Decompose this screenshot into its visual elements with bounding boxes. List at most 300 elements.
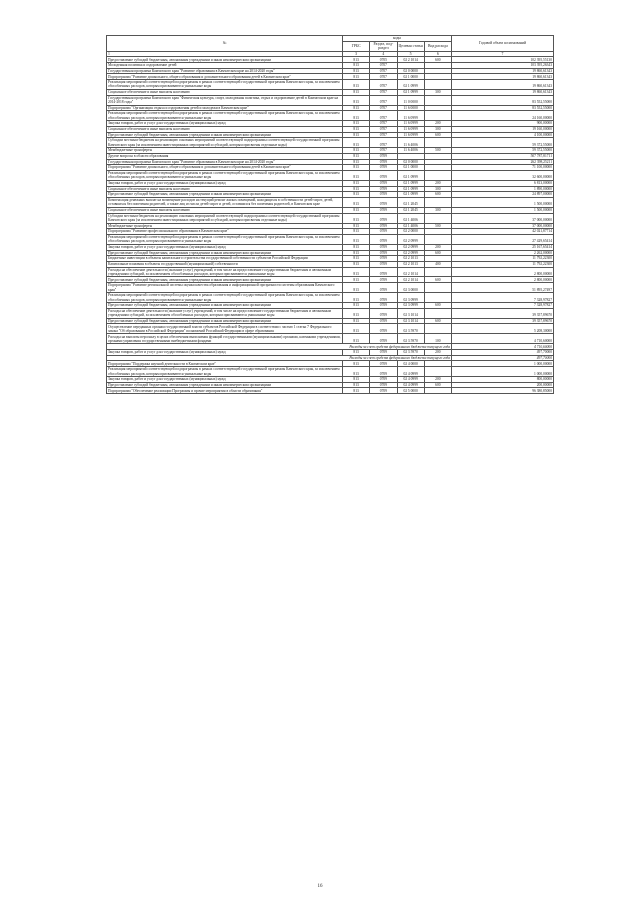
cell-amount: 2 262,00000 [452,250,554,256]
cell-name: Компенсация денежных выплат на возмещение расходов на текущий ремонт жилых помещений, находящихся в собственности детей-сирот, детей, оставшихся без попечения родителей, а также лиц из числа детей-сирот и детей, оставшихся без попечения родителей, в Камчатском крае [107,197,343,207]
table-row [107,95,554,105]
col-header-target-article: Целевая статья [397,41,424,51]
cell-name: Государственная программа Камчатского края "Развитие образования в Камчатском крае на 2014-2020 годы" [107,68,343,74]
cell-name: Расходы на выплаты персоналу в целях обеспечения выполнения функций государственными (муниципальными) органами, казенными учреждениями, органами управления государственными внебюджетными фондами [108,334,341,343]
cell-amount: 83 552,55000 [452,95,554,105]
cell-target-article: 11 6 4006 [397,138,424,148]
cell-grbs: 813 [343,68,370,74]
cell-grbs: 813 [343,361,370,367]
cell-grbs: 813 [343,308,370,318]
cell-target-article: 02 1 0999 [397,186,424,192]
cell-name: Реализация мероприятий соответствующей подпрограммы в рамках соответствующей государственной программы Камчатского края, за исключением обособленных расходов, которым присваиваются уникальные коды [107,367,343,377]
cell-section: 0709 [370,165,397,171]
cell-section: 0709 [370,186,397,192]
cell-amount: 200,00000 [452,382,554,388]
cell-name: Закупка товаров, работ и услуг для государственных (муниципальных) нужд [107,350,343,356]
cell-name: Реализация мероприятий соответствующей подпрограммы в рамках соответствующей государственной программы Камчатского края, за исключением обособленных расходов, которым присваиваются уникальные коды [107,111,343,121]
cell-target-article: 02 1 4006 [397,213,424,223]
cell-target-article: 02 3 0000 [397,283,424,293]
cell-amount: 103 395,26343 [452,62,554,68]
cell-section: 0709 [370,213,397,223]
cell-name: Реализация мероприятий соответствующей подпрограммы в рамках соответствующей государственной программы Камчатского края, за исключением обособленных расходов, которым присваиваются уникальные коды [107,234,343,244]
cell-grbs: 813 [343,74,370,80]
cell-section: 0707 [370,121,397,127]
cell-amount: 2 800,00000 [452,277,554,283]
cell-amount: 39 357,89670 [452,318,554,324]
cell-name: Подпрограмма "Поддержка научной деятельности в Камчатском крае" [107,361,343,367]
cell-grbs: 813 [343,388,370,394]
cell-expense-type: 300 [424,207,451,213]
cell-section: 0709 [370,192,397,198]
cell-name: Предоставление субсидий бюджетным, автономным учреждениям и иным некоммерческим организациям [107,192,343,198]
cell-name: Капитальные вложения в объекты государственной (муниципальной) собственности [107,261,343,267]
cell-section: 0707 [370,62,397,68]
cell-name: Закупка товаров, работ и услуг для государственных (муниципальных) нужд [107,377,343,383]
cell-name: Подпрограмма "Развитие дошкольного, общего образования и дополнительного образования детей в Камчатском крае" [107,165,343,171]
cell-grbs: 813 [343,261,370,267]
cell-name: Бюджетные инвестиции в объекты капитального строительства государственной собственности субъектов Российской Федерации [107,256,343,262]
cell-amount: 96 380,85000 [452,388,554,394]
cell-grbs: 813 [343,153,370,159]
table-row [107,80,554,90]
table-row [107,388,554,394]
cell-amount: 2 800,00000 [452,267,554,277]
cell-grbs: 813 [343,244,370,250]
cell-grbs: 813 [343,256,370,262]
cell-target-article: 02 1 0999 [397,89,424,95]
cell-section: 0707 [370,68,397,74]
cell-name: Подпрограмма "Развитие региональной системы оценки качества образования и информационной прозрачности системы образования Камчатского края" [107,283,343,293]
cell-grbs: 813 [343,234,370,244]
cell-section: 0709 [370,382,397,388]
cell-section: 0709 [370,377,397,383]
cell-grbs: 813 [343,283,370,293]
cell-amount: 83 552,55000 [452,105,554,111]
cell-name: Социальное обеспечение и иные выплаты населению [107,89,343,95]
cell-amount: 25 167,65414 [452,244,554,250]
table-row [107,308,554,318]
cell-grbs: 813 [343,267,370,277]
cell-target-article: 02 3 1014 [397,318,424,324]
cell-expense-type: 200 [424,180,451,186]
cell-amount: 1 000,00000 [452,367,554,377]
cell-target-article: 02 2 0999 [397,250,424,256]
cell-section: 0707 [370,148,397,154]
col-header-name: № [107,36,343,52]
cell-name: Предоставление субсидий бюджетным, автономным учреждениям и иным некоммерческим организациям [107,57,343,63]
cell-section: 0709 [370,244,397,250]
cell-expense-type: 600 [424,382,451,388]
cell-amount: 1 890,00000 [452,186,554,192]
cell-target-article: 02 3 5970 [397,334,424,344]
cell-amount: 19 860,61343 [452,68,554,74]
cell-section: 0709 [370,324,397,334]
cell-expense-type [424,308,451,318]
table-row [107,324,554,334]
cell-amount: 262 398,25211 [452,159,554,165]
cell-expense-type [424,324,451,334]
cell-grbs: 813 [343,89,370,95]
cell-amount: 7 328,97827 [452,293,554,303]
cell-section: 0709 [370,170,397,180]
col-header-grbs: ГРБС [343,41,370,51]
cell-grbs: 813 [343,180,370,186]
col-number: 3 [343,51,370,57]
cell-amount: 11 792,22300 [452,261,554,267]
cell-name: Молодежная политика и оздоровление детей [107,62,343,68]
cell-amount: 59 372,55000 [452,138,554,148]
cell-name: Субсидии местным бюджетам на реализацию основных мероприятий соответствующей подпрограммы соответствующей государственной программы Камчатского края (за исключением инвестиционных мероприятий и субсидий, которым присвоены отдельные коды) [107,138,343,148]
cell-expense-type [424,111,451,121]
cell-grbs: 813 [343,250,370,256]
cell-target-article: 02 1 2045 [397,197,424,207]
cell-grbs: 813 [343,148,370,154]
cell-expense-type: 600 [424,303,451,309]
cell-name: Подпрограмма "Развитие дошкольного, общего образования и дополнительного образования детей в Камчатском крае" [107,74,343,80]
cell-target-article: 02 2 1013 [397,261,424,267]
cell-expense-type [424,367,451,377]
cell-target-article: 02 2 0999 [397,234,424,244]
cell-section: 0709 [370,303,397,309]
cell-target-article: 11 0 0000 [397,95,424,105]
cell-expense-type [424,95,451,105]
col-header-expense-type: Вид расхода [424,41,451,51]
cell-name: Государственная программа Камчатского края "Физическая культура, спорт, молодежная политика, отдых и оздоровление детей в Камчатском крае на 2014-2018 годы" [107,95,343,105]
cell-name: Реализация мероприятий соответствующей подпрограммы в рамках соответствующей государственной программы Камчатского края, за исключением обособленных расходов, которым присваиваются уникальные коды [107,80,343,90]
cell-amount: 19 860,61343 [452,74,554,80]
cell-target-article: 02 4 0000 [397,361,424,367]
cell-name: Предоставление субсидий бюджетным, автономным учреждениям и иным некоммерческим организациям [107,132,343,138]
col-number: 1 [107,51,343,57]
cell-name: Предоставление субсидий бюджетным, автономным учреждениям и иным некоммерческим организациям [107,277,343,283]
cell-amount: 19 160,00000 [452,126,554,132]
cell-section: 0709 [370,180,397,186]
cell-grbs: 813 [343,138,370,148]
table-row [107,293,554,303]
page-number: 16 [317,884,323,889]
cell-target-article: 02 1 0000 [397,74,424,80]
cell-expense-type: 600 [424,192,451,198]
cell-target-article: 02 4 0999 [397,377,424,383]
cell-target-article: 02 4 0999 [397,382,424,388]
col-number: 5 [397,51,424,57]
cell-target-article: 11 6 4006 [397,148,424,154]
cell-grbs: 813 [343,186,370,192]
cell-grbs: 813 [343,207,370,213]
cell-section: 0709 [370,283,397,293]
cell-grbs: 813 [343,80,370,90]
cell-target-article: 02 1 0000 [397,165,424,171]
cell-amount: 59 372,55000 [452,148,554,154]
cell-expense-type: 200 [424,350,451,356]
cell-section: 0707 [370,138,397,148]
cell-expense-type [424,283,451,293]
cell-name: Осуществление переданных органам государственной власти субъектов Российской Федерации в соответствии с частью 1 статьи 7 Федерального закона "Об образовании в Российской Федерации" полномочий Российской Федерации в сфере образования [107,324,343,334]
cell-grbs: 813 [343,377,370,383]
cell-grbs: 813 [343,62,370,68]
cell-name: Социальное обеспечение и иные выплаты населению [107,186,343,192]
cell-amount: 900,00000 [452,121,554,127]
cell-expense-type: 100 [424,334,451,344]
table-row [107,213,554,223]
cell-section: 0709 [370,334,397,344]
cell-section: 0709 [370,308,397,318]
note-text: Расходы за счет средств федерального бюджета текущего года [107,344,452,350]
cell-grbs: 813 [343,57,370,63]
cell-amount: 27 429,65414 [452,234,554,244]
cell-section: 0709 [370,197,397,207]
cell-section: 0707 [370,111,397,121]
cell-expense-type: 500 [424,148,451,154]
cell-expense-type [424,213,451,223]
cell-section: 0709 [370,159,397,165]
cell-section: 0709 [370,293,397,303]
cell-amount: 24 160,00000 [452,111,554,121]
cell-name: Предоставление субсидий бюджетным, автономным учреждениям и иным некоммерческим организациям [107,303,343,309]
cell-amount: 11 792,22300 [452,256,554,262]
table-row [107,170,554,180]
cell-section: 0709 [370,256,397,262]
cell-section: 0709 [370,388,397,394]
cell-amount: 1 500,00000 [452,207,554,213]
cell-grbs: 813 [343,334,370,344]
table-row [107,138,554,148]
cell-target-article: 02 3 5970 [397,324,424,334]
cell-target-article: 02 1 0999 [397,80,424,90]
cell-expense-type: 200 [424,244,451,250]
cell-grbs: 813 [343,318,370,324]
cell-grbs: 813 [343,223,370,229]
cell-grbs: 813 [343,324,370,334]
cell-name: Субсидии местным бюджетам на реализацию основных мероприятий соответствующей подпрограммы соответствующей государственной программы Камчатского края (за исключением инвестиционных мероприятий и субсидий, которым присвоены отдельные коды) [107,213,343,223]
cell-amount: 1 500,00000 [452,197,554,207]
cell-target-article: 02 2 0000 [397,229,424,235]
cell-section: 0709 [370,261,397,267]
table-row [107,334,554,344]
cell-target-article: 02 3 1014 [397,308,424,318]
cell-target-article: 11 6 0999 [397,121,424,127]
table-row [107,283,554,293]
cell-amount: 37 000,00000 [452,213,554,223]
table-row [107,234,554,244]
cell-amount: 6 813,00000 [452,180,554,186]
table-row [107,267,554,277]
cell-amount: 37 000,00000 [452,223,554,229]
cell-target-article: 02 5 0000 [397,388,424,394]
cell-amount: 7 328,97827 [452,303,554,309]
table-row [107,111,554,121]
cell-expense-type: 300 [424,126,451,132]
cell-grbs: 813 [343,170,370,180]
cell-expense-type [424,293,451,303]
cell-target-article: 02 4 0999 [397,367,424,377]
header-row-1 [107,36,554,42]
cell-amount: 19 860,61343 [452,89,554,95]
cell-section: 0707 [370,105,397,111]
cell-section: 0709 [370,277,397,283]
cell-section: 0705 [370,57,397,63]
cell-target-article: 02 2 1014 [397,267,424,277]
cell-section: 0707 [370,80,397,90]
cell-amount: 4 710,60000 [452,344,554,350]
cell-section: 0709 [370,350,397,356]
cell-grbs: 813 [343,303,370,309]
cell-name: Предоставление субсидий бюджетным, автономным учреждениям и иным некоммерческим организациям [107,250,343,256]
cell-grbs: 813 [343,95,370,105]
cell-grbs: 813 [343,229,370,235]
cell-amount: 507 787,81711 [452,153,554,159]
cell-target-article: 02 3 0999 [397,293,424,303]
cell-expense-type: 300 [424,186,451,192]
cell-section: 0709 [370,223,397,229]
cell-amount: 19 860,61343 [452,80,554,90]
cell-amount: 800,00000 [452,377,554,383]
cell-amount: 42 021,87714 [452,229,554,235]
cell-target-article: 02 2 1014 [397,277,424,283]
cell-section: 0709 [370,207,397,213]
cell-target-article: 02 1 0999 [397,170,424,180]
cell-grbs: 813 [343,111,370,121]
cell-target-article: 11 6 0999 [397,126,424,132]
cell-section: 0709 [370,267,397,277]
col-number: 4 [370,51,397,57]
cell-expense-type: 500 [424,223,451,229]
cell-grbs: 813 [343,126,370,132]
cell-expense-type [424,80,451,90]
cell-expense-type: 200 [424,121,451,127]
cell-section: 0709 [370,153,397,159]
cell-section: 0707 [370,132,397,138]
cell-grbs: 813 [343,367,370,377]
cell-grbs: 813 [343,382,370,388]
cell-grbs: 813 [343,132,370,138]
cell-amount: 71 100,00000 [452,165,554,171]
cell-target-article: 02 1 0999 [397,180,424,186]
cell-name: Социальное обеспечение и иные выплаты населению [107,126,343,132]
col-header-amount: Годовой объем ассигнований [452,36,554,52]
cell-name: Подпрограмма "Организация отдыха и оздоровления детей и молодежи в Камчатском крае" [107,105,343,111]
cell-name: Государственная программа Камчатского края "Развитие образования в Камчатском крае на 2014-2020 годы" [107,159,343,165]
cell-amount: 497,70000 [452,355,554,361]
cell-target-article: 02 2 0999 [397,244,424,250]
cell-target-article: 02 2 1013 [397,256,424,262]
cell-target-article: 11 6 0999 [397,132,424,138]
cell-section: 0709 [370,318,397,324]
table-row [107,367,554,377]
cell-name: Реализация мероприятий соответствующей подпрограммы в рамках соответствующей государственной программы Камчатского края, за исключением обособленных расходов, которым присваиваются уникальные коды [107,293,343,303]
cell-name: Социальное обеспечение и иные выплаты населению [107,207,343,213]
cell-expense-type: 600 [424,318,451,324]
cell-expense-type: 200 [424,377,451,383]
cell-name: Закупка товаров, работ и услуг для государственных (муниципальных) нужд [107,121,343,127]
cell-name: Подпрограмма "Обеспечение реализации Программы и прочие мероприятия в области образования" [107,388,343,394]
cell-expense-type: 600 [424,277,451,283]
cell-name: Предоставление субсидий бюджетным, автономным учреждениям и иным некоммерческим организациям [107,318,343,324]
cell-grbs: 813 [343,165,370,171]
cell-section: 0709 [370,229,397,235]
cell-target-article: 02 1 0999 [397,192,424,198]
cell-expense-type [424,267,451,277]
cell-expense-type: 600 [424,132,451,138]
cell-section: 0707 [370,89,397,95]
cell-grbs: 813 [343,121,370,127]
cell-grbs: 813 [343,105,370,111]
cell-section: 0707 [370,126,397,132]
cell-name: Закупка товаров, работ и услуг для государственных (муниципальных) нужд [107,244,343,250]
cell-name: Другие вопросы в области образования [107,153,343,159]
cell-amount: 497,70000 [452,350,554,356]
cell-amount: 102 395,55130 [452,57,554,63]
cell-target-article: 02 2 1014 [397,57,424,63]
cell-grbs: 813 [343,293,370,303]
cell-amount: 4 100,00000 [452,132,554,138]
cell-amount: 32 600,00000 [452,170,554,180]
cell-target-article: 02 1 2045 [397,207,424,213]
cell-expense-type [424,170,451,180]
cell-target-article: 02 0 0000 [397,159,424,165]
cell-target-article: 11 6 0000 [397,105,424,111]
cell-name: Подпрограмма "Развитие профессионального образования в Камчатском крае" [107,229,343,235]
cell-section: 0707 [370,74,397,80]
cell-amount: 4 710,60000 [452,334,554,344]
cell-expense-type [424,197,451,207]
cell-grbs: 813 [343,277,370,283]
cell-name: Закупка товаров, работ и услуг для государственных (муниципальных) нужд [107,180,343,186]
cell-grbs: 813 [343,350,370,356]
cell-grbs: 813 [343,213,370,223]
cell-name: Межбюджетные трансферты [107,148,343,154]
cell-target-article: 02 0 0000 [397,68,424,74]
cell-section: 0709 [370,361,397,367]
cell-amount: 24 897,00000 [452,192,554,198]
cell-amount: 1 000,00000 [452,361,554,367]
cell-name: Расходы на обеспечение деятельности (оказание услуг) учреждений, в том числе на предоставление государственным бюджетным и автономным учреждениям субсидий, за исключением обособленных расходов, которым присваиваются уникальные коды [107,308,343,318]
cell-target-article: 02 3 0999 [397,303,424,309]
budget-table [106,35,554,394]
cell-amount: 5 208,30000 [452,324,554,334]
col-header-codes: коды [343,36,452,42]
cell-expense-type [424,234,451,244]
col-number: 7 [452,51,554,57]
cell-expense-type [424,388,451,394]
cell-target-article: 11 6 0999 [397,111,424,121]
table-row [107,197,554,207]
cell-grbs: 813 [343,197,370,207]
cell-expense-type: 400 [424,261,451,267]
table-body [107,57,554,394]
cell-expense-type: 600 [424,250,451,256]
cell-name: Реализация мероприятий соответствующей подпрограммы в рамках соответствующей государственной программы Камчатского края, за исключением обособленных расходов, которым присваиваются уникальные коды [107,170,343,180]
note-text: Расходы за счет средств федерального бюджета текущего года [107,355,452,361]
cell-section: 0709 [370,234,397,244]
cell-name: Межбюджетные трансферты [107,223,343,229]
cell-section: 0707 [370,95,397,105]
col-header-section: Раздел, под-раздел [370,41,397,51]
cell-expense-type: 600 [424,57,451,63]
cell-section: 0709 [370,250,397,256]
col-number: 6 [424,51,451,57]
cell-target-article: 02 3 5970 [397,350,424,356]
cell-name: Предоставление субсидий бюджетным, автономным учреждениям и иным некоммерческим организациям [107,382,343,388]
cell-grbs: 813 [343,192,370,198]
cell-section: 0709 [370,367,397,377]
cell-target-article: 02 1 4006 [397,223,424,229]
cell-name: Расходы на обеспечение деятельности (оказание услуг) учреждений, в том числе на предоставление государственным бюджетным и автономным учреждениям субсидий, за исключением обособленных расходов, которым присваиваются уникальные коды [107,267,343,277]
cell-expense-type [424,138,451,148]
cell-expense-type: 300 [424,89,451,95]
cell-amount: 39 357,89670 [452,308,554,318]
cell-grbs: 813 [343,159,370,165]
